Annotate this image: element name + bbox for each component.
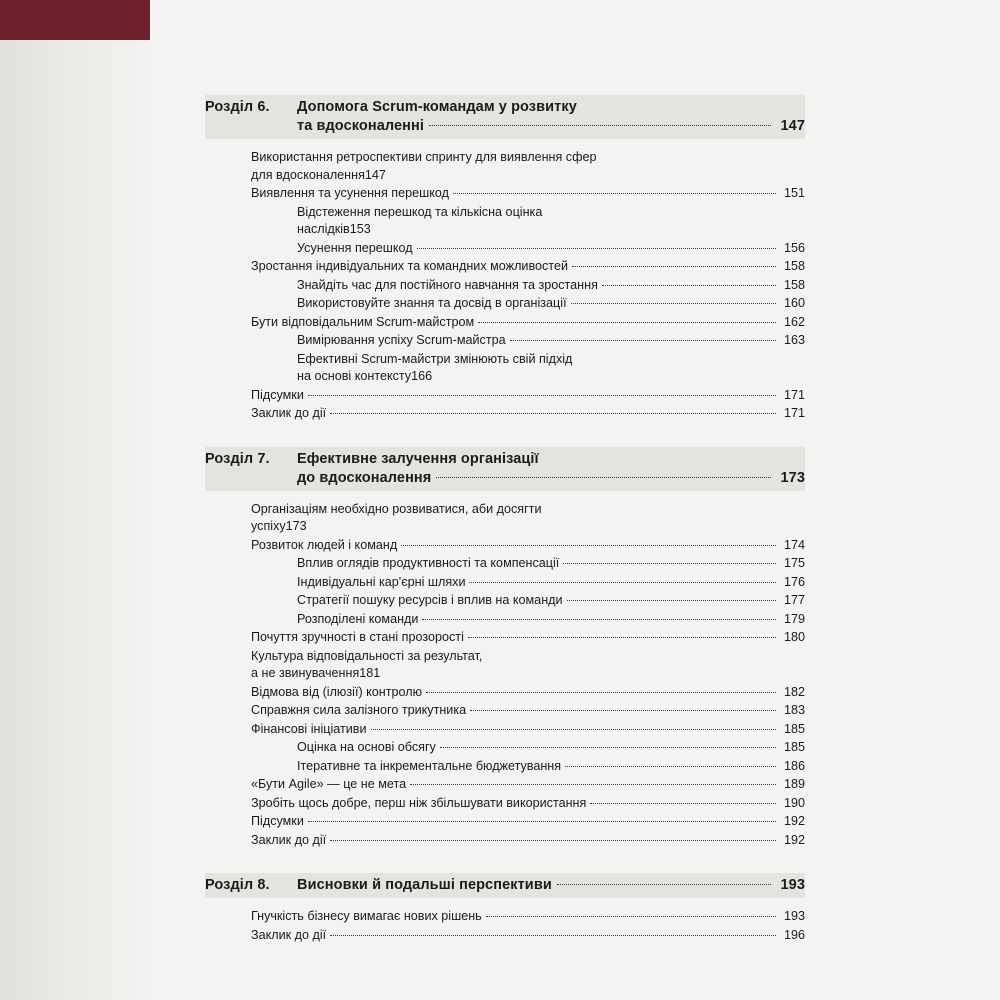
chapter-page-number: 173 xyxy=(780,469,805,486)
toc-entry-text-line-2: для вдосконалення xyxy=(251,167,365,182)
toc-entry-text: Фінансові ініціативи xyxy=(251,721,367,736)
toc-entry-text: Використовуйте знання та досвід в організації xyxy=(297,296,567,310)
chapter-number-label: Розділ 8. xyxy=(205,877,270,893)
toc-chapter-heading[interactable] xyxy=(205,95,805,139)
toc-entry-page-number: 151 xyxy=(783,186,805,200)
toc-entry-page-number: 175 xyxy=(783,556,805,570)
dot-leader xyxy=(330,840,776,841)
toc-entry-page-number: 162 xyxy=(783,314,805,329)
toc-entry[interactable] xyxy=(205,149,805,184)
toc-entry-page-number: 182 xyxy=(783,684,805,699)
dot-leader xyxy=(571,303,776,304)
toc-entry-text: Відмова від (ілюзії) контролю xyxy=(251,684,423,699)
table-of-contents xyxy=(205,95,805,944)
toc-entry[interactable] xyxy=(205,555,805,573)
toc-entry[interactable] xyxy=(205,258,805,276)
toc-entry[interactable] xyxy=(205,776,805,794)
dot-leader xyxy=(468,637,776,638)
toc-entry-page-number: 156 xyxy=(783,240,805,255)
toc-entry-text: Розподілені команди xyxy=(297,611,419,626)
toc-entry-text: Стратегії пошуку ресурсів і вплив на команди xyxy=(297,593,563,607)
dot-leader xyxy=(567,600,776,601)
dot-leader xyxy=(590,803,776,804)
toc-entry-text: Вимірювання успіху Scrum-майстра xyxy=(297,333,506,347)
toc-entry[interactable] xyxy=(205,739,805,757)
dot-leader xyxy=(453,193,776,194)
chapter-title-line-2: до вдосконалення xyxy=(297,469,432,486)
toc-entry-text: Усунення перешкод xyxy=(297,240,413,255)
toc-entry-page-number: 186 xyxy=(783,758,805,773)
chapter-title xyxy=(297,876,805,895)
toc-entry-text: Індивідуальні кар'єрні шляхи xyxy=(297,574,466,589)
dot-leader xyxy=(422,619,776,620)
chapter-number-label: Розділ 7. xyxy=(205,450,270,467)
toc-entry-page-number: 185 xyxy=(783,740,805,754)
spacer xyxy=(205,898,805,907)
toc-entry-page-number: 193 xyxy=(783,909,805,923)
chapter-title-line-2: та вдосконаленні xyxy=(297,118,425,134)
toc-entry-text: Бути відповідальним Scrum-майстром xyxy=(251,314,475,329)
toc-entry-page-number: 192 xyxy=(783,814,805,828)
dot-leader xyxy=(563,563,776,564)
toc-entry-page-number: 180 xyxy=(783,630,805,644)
toc-entry-text: Вплив оглядів продуктивності та компенсації xyxy=(297,556,560,570)
toc-entry[interactable] xyxy=(205,351,805,386)
toc-chapter-heading[interactable] xyxy=(205,447,805,491)
toc-entry[interactable] xyxy=(205,295,805,313)
toc-entry[interactable] xyxy=(205,629,805,647)
page-left-margin-shadow xyxy=(0,0,152,1000)
toc-entry-text-line-1: Культура відповідальності за результат, xyxy=(251,648,483,663)
spacer xyxy=(205,491,805,500)
toc-entry-page-number: 158 xyxy=(783,277,805,292)
toc-entry[interactable] xyxy=(205,721,805,739)
dot-leader xyxy=(486,916,776,917)
chapter-title xyxy=(297,450,805,488)
toc-entry-text: Справжня сила залізного трикутника xyxy=(251,703,467,717)
toc-entry-text: Розвиток людей і команд xyxy=(251,537,398,552)
toc-entry-text-line-1: Відстеження перешкод та кількісна оцінка xyxy=(297,204,543,219)
toc-entry-text: Підсумки xyxy=(251,387,304,402)
toc-entry[interactable] xyxy=(205,501,805,536)
toc-entry-page-number: 189 xyxy=(783,777,805,791)
toc-entry-page-number: 174 xyxy=(783,537,805,552)
toc-entry-page-number: 183 xyxy=(783,703,805,717)
dot-leader xyxy=(330,413,776,414)
toc-entry-text-line-1: Ефективні Scrum-майстри змінюють свій підхід xyxy=(297,351,573,366)
toc-entry-page-number: 171 xyxy=(783,406,805,420)
chapter-number-label: Розділ 6. xyxy=(205,99,270,115)
dot-leader xyxy=(330,935,776,936)
dot-leader xyxy=(602,285,776,286)
page-sheet xyxy=(150,0,1000,1000)
toc-entry-page-number: 196 xyxy=(783,927,805,942)
toc-entry[interactable] xyxy=(205,387,805,405)
toc-entry[interactable] xyxy=(205,204,805,239)
dot-leader xyxy=(426,692,776,693)
toc-entry-text: Заклик до дії xyxy=(251,927,327,942)
toc-entry-text-line-2: на основі контексту xyxy=(297,369,412,383)
dot-leader xyxy=(510,340,776,341)
toc-entry-text: «Бути Agile» — це не мета xyxy=(251,777,407,791)
toc-entry[interactable] xyxy=(205,277,805,295)
dot-leader xyxy=(410,784,776,785)
toc-entry[interactable] xyxy=(205,314,805,332)
dot-leader xyxy=(436,477,771,478)
toc-entry[interactable] xyxy=(205,927,805,945)
dot-leader xyxy=(401,545,776,546)
toc-entry-text: Ітеративне та інкрементальне бюджетування xyxy=(297,758,562,773)
chapter-title xyxy=(297,98,805,136)
toc-chapter-heading[interactable] xyxy=(205,873,805,898)
dot-leader xyxy=(308,395,776,396)
toc-chapter xyxy=(205,95,805,423)
toc-entry-page-number: 181 xyxy=(359,666,381,680)
dot-leader xyxy=(308,821,776,822)
toc-entry[interactable] xyxy=(205,758,805,776)
dot-leader xyxy=(557,884,771,885)
toc-entry-text-line-1: Використання ретроспективи спринту для виявлення сфер xyxy=(251,150,597,164)
toc-entry[interactable] xyxy=(205,332,805,350)
chapter-title-line-1: Допомога Scrum-командам у розвитку xyxy=(297,99,577,115)
toc-entry[interactable] xyxy=(205,240,805,258)
toc-entry-text: Заклик до дії xyxy=(251,406,327,420)
dot-leader xyxy=(371,729,776,730)
toc-entry-page-number: 153 xyxy=(349,222,371,236)
chapter-page-number: 147 xyxy=(780,118,805,134)
chapter-page-number: 193 xyxy=(780,877,805,893)
dot-leader xyxy=(470,710,776,711)
toc-entry-page-number: 173 xyxy=(285,519,307,533)
toc-entry-page-number: 158 xyxy=(783,259,805,273)
toc-entry-page-number: 163 xyxy=(783,333,805,347)
toc-entry-page-number: 147 xyxy=(364,167,386,182)
toc-entry-text: Зробіть щось добре, перш ніж збільшувати використання xyxy=(251,795,587,810)
toc-entry-text: Виявлення та усунення перешкод xyxy=(251,186,449,200)
toc-entry-page-number: 179 xyxy=(783,611,805,626)
toc-entry[interactable] xyxy=(205,574,805,592)
toc-entry[interactable] xyxy=(205,702,805,720)
dot-leader xyxy=(429,125,771,126)
toc-entry[interactable] xyxy=(205,684,805,702)
dot-leader xyxy=(417,248,776,249)
toc-entry-text: Підсумки xyxy=(251,814,304,828)
toc-entry-text-line-1: Організаціям необхідно розвиватися, аби досягти xyxy=(251,501,542,516)
spacer xyxy=(205,139,805,148)
toc-entry-text-line-2: наслідків xyxy=(297,222,350,236)
toc-entry-text: Знайдіть час для постійного навчання та зростання xyxy=(297,277,598,292)
toc-entry[interactable] xyxy=(205,795,805,813)
toc-entry-text: Зростання індивідуальних та командних можливостей xyxy=(251,259,568,273)
toc-entry[interactable] xyxy=(205,592,805,610)
toc-entry[interactable] xyxy=(205,813,805,831)
toc-entry[interactable] xyxy=(205,648,805,683)
toc-entry-text: Оцінка на основі обсягу xyxy=(297,740,436,754)
toc-entry-text: Заклик до дії xyxy=(251,832,327,847)
toc-entry-page-number: 160 xyxy=(783,296,805,310)
toc-entry-page-number: 185 xyxy=(783,721,805,736)
toc-chapter xyxy=(205,873,805,944)
dot-leader xyxy=(565,766,776,767)
chapter-title-line-1: Ефективне залучення організації xyxy=(297,450,539,467)
dot-leader xyxy=(572,266,776,267)
toc-entry-text-line-2: успіху xyxy=(251,519,286,533)
toc-entry-text: Почуття зручності в стані прозорості xyxy=(251,630,464,644)
book-cover-corner xyxy=(0,0,152,40)
toc-entry-page-number: 171 xyxy=(783,387,805,402)
toc-entry-page-number: 190 xyxy=(783,795,805,810)
toc-entry-text-line-2: а не звинувачення xyxy=(251,666,360,680)
toc-entry[interactable] xyxy=(205,185,805,203)
dot-leader xyxy=(469,582,776,583)
toc-entry-text: Гнучкість бізнесу вимагає нових рішень xyxy=(251,909,482,923)
toc-entry[interactable] xyxy=(205,611,805,629)
toc-entry[interactable] xyxy=(205,908,805,926)
toc-entry-page-number: 166 xyxy=(411,369,433,383)
toc-entry[interactable] xyxy=(205,405,805,423)
toc-entry-page-number: 176 xyxy=(783,574,805,589)
toc-entry-page-number: 192 xyxy=(783,832,805,847)
toc-entry[interactable] xyxy=(205,537,805,555)
toc-entry[interactable] xyxy=(205,832,805,850)
dot-leader xyxy=(478,322,776,323)
toc-chapter xyxy=(205,447,805,850)
toc-entry-page-number: 177 xyxy=(783,593,805,607)
chapter-title-text: Висновки й подальші перспективи xyxy=(297,877,552,893)
dot-leader xyxy=(440,747,776,748)
